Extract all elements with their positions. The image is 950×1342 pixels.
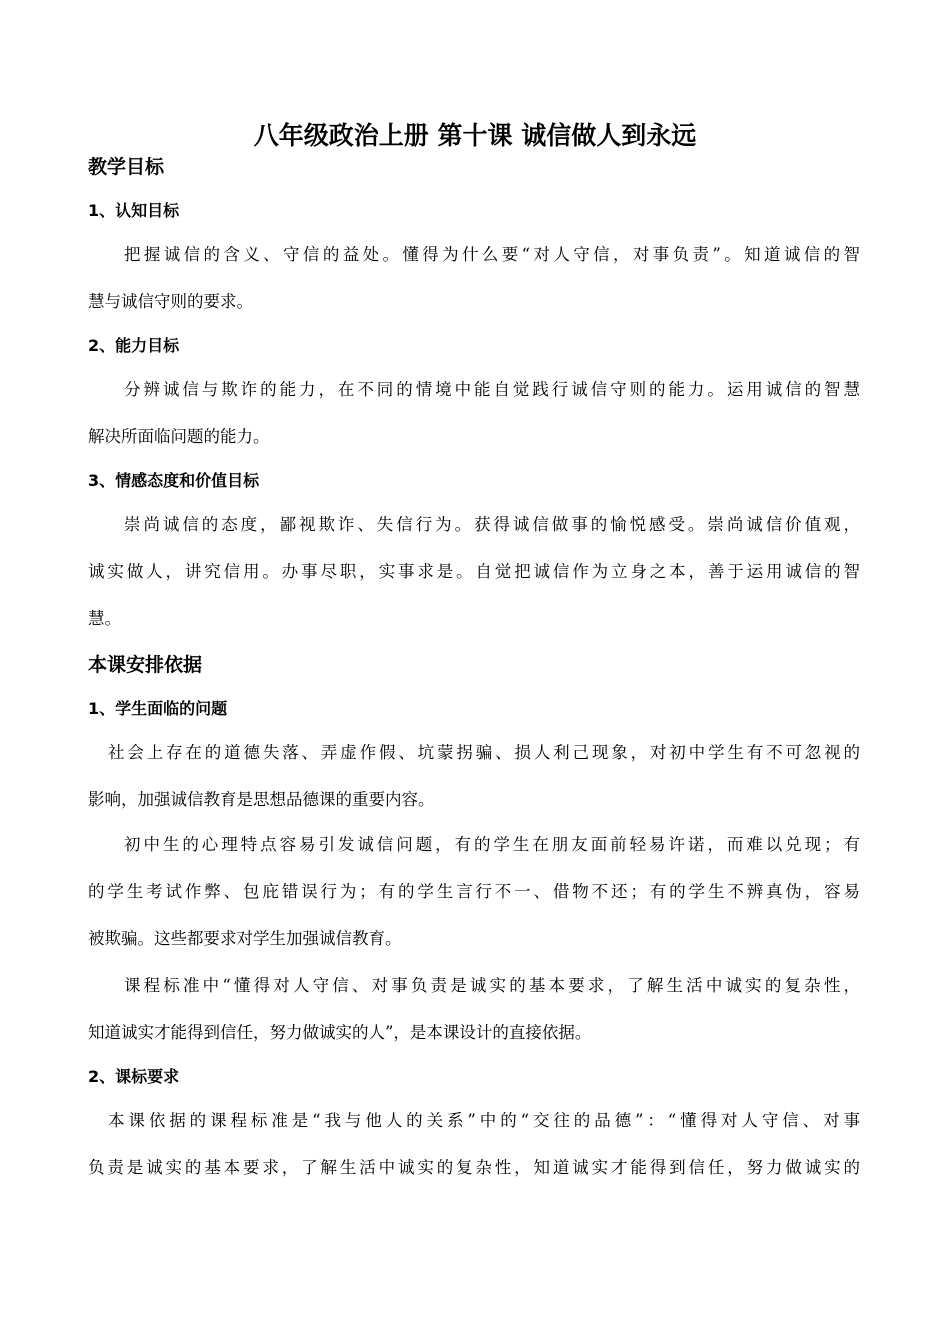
- text-line: 慧与诚信守则的要求。: [88, 292, 253, 311]
- text-line: 课程标准中“懂得对人守信、对事负责是诚实的基本要求，了解生活中诚实的复杂性，: [124, 976, 860, 995]
- text-line: 诚实做人，讲究信用。办事尽职，实事求是。自觉把诚信作为立身之本，善于运用诚信的智: [88, 562, 860, 581]
- text-line: 解决所面临问题的能力。: [88, 427, 270, 446]
- subheading-student-problems: 1、学生面临的问题: [88, 699, 228, 718]
- text-line: 慧。: [88, 609, 121, 628]
- text-line: 知道诚实才能得到信任，努力做诚实的人”，是本课设计的直接依据。: [88, 1023, 592, 1042]
- paragraph-ability-goals: [88, 366, 860, 460]
- document-title: 八年级政治上册 第十课 诚信做人到永远: [253, 121, 697, 150]
- paragraph-problems-3: [88, 962, 860, 1056]
- text-line: 社会上存在的道德失落、弄虚作假、坑蒙拐骗、损人利己现象，对初中学生有不可忽视的: [108, 743, 860, 762]
- paragraph-standards-1: [88, 1097, 860, 1191]
- text-line: 分辨诚信与欺诈的能力，在不同的情境中能自觉践行诚信守则的能力。运用诚信的智慧: [124, 380, 860, 399]
- text-line: 负责是诚实的基本要求，了解生活中诚实的复杂性，知道诚实才能得到信任，努力做诚实的: [88, 1158, 860, 1177]
- section-heading-basis: 本课安排依据: [88, 654, 203, 676]
- text-line: 把握诚信的含义、守信的益处。懂得为什么要“对人守信，对事负责”。知道诚信的智: [124, 245, 860, 264]
- paragraph-emotion-goals: [88, 501, 860, 642]
- text-line: 影响，加强诚信教育是思想品德课的重要内容。: [88, 790, 435, 809]
- section-heading-goals: 教学目标: [88, 156, 165, 178]
- paragraph-problems-2: [88, 821, 860, 962]
- subheading-emotion-goals: 3、情感态度和价值目标: [88, 471, 260, 490]
- subheading-cognitive-goals: 1、认知目标: [88, 201, 180, 220]
- text-line: 崇尚诚信的态度，鄙视欺诈、失信行为。获得诚信做事的愉悦感受。崇尚诚信价值观，: [124, 515, 860, 534]
- subheading-ability-goals: 2、能力目标: [88, 336, 180, 355]
- text-line: 被欺骗。这些都要求对学生加强诚信教育。: [88, 929, 402, 948]
- text-line: 初中生的心理特点容易引发诚信问题，有的学生在朋友面前轻易许诺，而难以兑现；有: [124, 835, 860, 854]
- text-line: 的学生考试作弊、包庇错误行为；有的学生言行不一、借物不还；有的学生不辨真伪，容易: [88, 882, 860, 901]
- paragraph-cognitive-goals: [88, 231, 860, 325]
- text-line: 本课依据的课程标准是“我与他人的关系”中的“交往的品德”：“懂得对人守信、对事: [108, 1111, 860, 1130]
- paragraph-problems-1: [88, 729, 860, 823]
- subheading-curriculum-standards: 2、课标要求: [88, 1067, 180, 1086]
